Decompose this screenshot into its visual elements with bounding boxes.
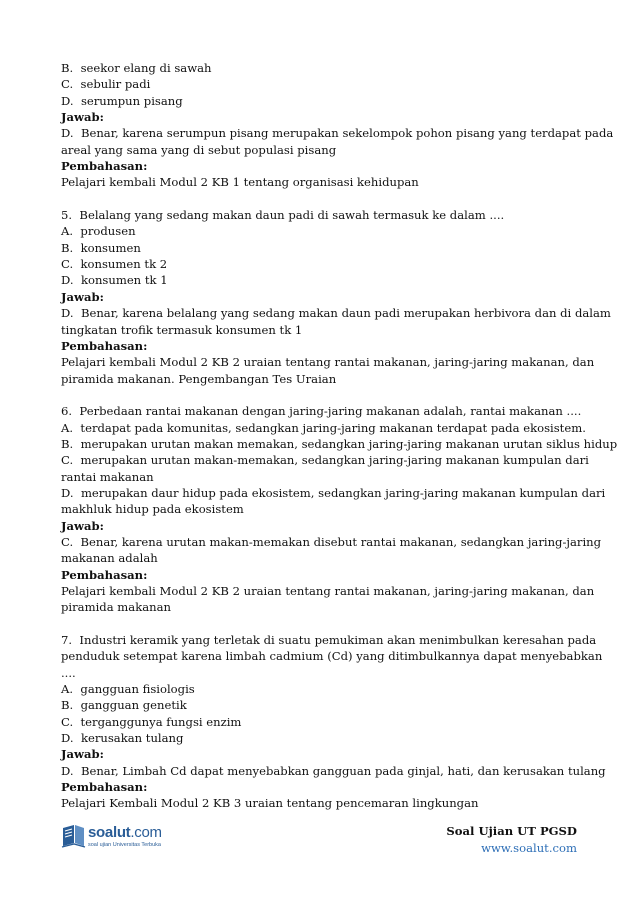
text-line: C. Benar, karena urutan makan-memakan disebut rantai makanan, sedangkan jaring-jaring [61,534,602,549]
text-line: 5. Belalang yang sedang makan daun padi di sawah termasuk ke dalam .... [61,208,505,223]
section-heading: Jawab: [61,289,104,304]
text-line: A. gangguan fisiologis [61,682,195,697]
text-line: piramida makanan. Pengembangan Tes Uraian [61,371,337,386]
text-line: piramida makanan [61,600,171,615]
text-line: D. konsumen tk 1 [61,273,168,288]
text-line: D. kerusakan tulang [61,731,184,746]
text-line: 7. Industri keramik yang terletak di suatu pemukiman akan menimbulkan keresahan pada [61,633,597,648]
text-line: 6. Perbedaan rantai makanan dengan jaring-jaring makanan adalah, rantai makanan .... [61,404,582,419]
book-stack-icon [60,822,86,850]
text-line: Pelajari kembali Modul 2 KB 1 tentang organisasi kehidupan [61,175,419,190]
logo-tagline: soal ujian Universitas Terbuka [88,842,161,848]
logo-name: soalut [88,824,131,841]
footer-url-link[interactable]: www.soalut.com [481,841,577,855]
text-line: B. seekor elang di sawah [61,61,212,75]
text-line: C. merupakan urutan makan-memakan, sedangkan jaring-jaring makanan kumpulan dari [61,453,589,468]
footer-info [446,823,577,857]
section-heading: Jawab: [61,518,104,533]
footer-title: Soal Ujian UT PGSD [446,824,577,838]
section-heading: Jawab: [61,110,104,125]
logo-wordmark [88,824,162,841]
text-line: D. serumpun pisang [61,93,183,108]
text-line: Pelajari Kembali Modul 2 KB 3 uraian tentang pencemaran lingkungan [61,796,479,811]
text-line: B. gangguan genetik [61,698,187,713]
section-heading: Pembahasan: [61,780,148,795]
text-line: B. merupakan urutan makan memakan, sedangkan jaring-jaring makanan urutan siklus hidup [61,436,618,451]
text-line: areal yang sama yang di sebut populasi pisang [61,142,337,157]
text-line: Pelajari kembali Modul 2 KB 2 uraian tentang rantai makanan, jaring-jaring makanan, dan [61,584,595,598]
text-line: makanan adalah [61,551,158,566]
blank-line [61,191,581,207]
text-line: makhluk hidup pada ekosistem [61,502,244,517]
text-line: penduduk setempat karena limbah cadmium (Cd) yang ditimbulkannya dapat menyebabkan [61,649,603,664]
text-line: B. konsumen [61,240,141,255]
text-line: Pelajari kembali Modul 2 KB 2 uraian tentang rantai makanan, jaring-jaring makanan, dan [61,355,595,370]
document-body [61,60,618,812]
text-line: D. Benar, Limbah Cd dapat menyebabkan gangguan pada ginjal, hati, dan kerusakan tulang [61,763,606,778]
blank-line [61,616,581,632]
text-line: A. produsen [61,224,136,239]
text-line: C. terganggunya fungsi enzim [61,714,242,729]
text-line: D. merupakan daur hidup pada ekosistem, sedangkan jaring-jaring makanan kumpulan dari [61,485,606,500]
text-line: D. Benar, karena belalang yang sedang makan daun padi merupakan herbivora dan di dalam [61,306,611,321]
logo-suffix: .com [130,824,162,841]
blank-line [61,387,581,403]
section-heading: Pembahasan: [61,567,148,582]
section-heading: Pembahasan: [61,159,148,174]
soalut-logo[interactable] [60,822,180,854]
text-line: D. Benar, karena serumpun pisang merupakan sekelompok pohon pisang yang terdapat pada [61,126,614,141]
section-heading: Jawab: [61,747,104,762]
text-line: A. terdapat pada komunitas, sedangkan jaring-jaring makanan terdapat pada ekosistem. [61,420,586,435]
text-line: C. sebulir padi [61,77,151,92]
text-line: tingkatan trofik termasuk konsumen tk 1 [61,322,303,337]
text-line: rantai makanan [61,469,154,484]
text-line: C. konsumen tk 2 [61,257,168,272]
section-heading: Pembahasan: [61,338,148,353]
text-line: .... [61,665,76,680]
